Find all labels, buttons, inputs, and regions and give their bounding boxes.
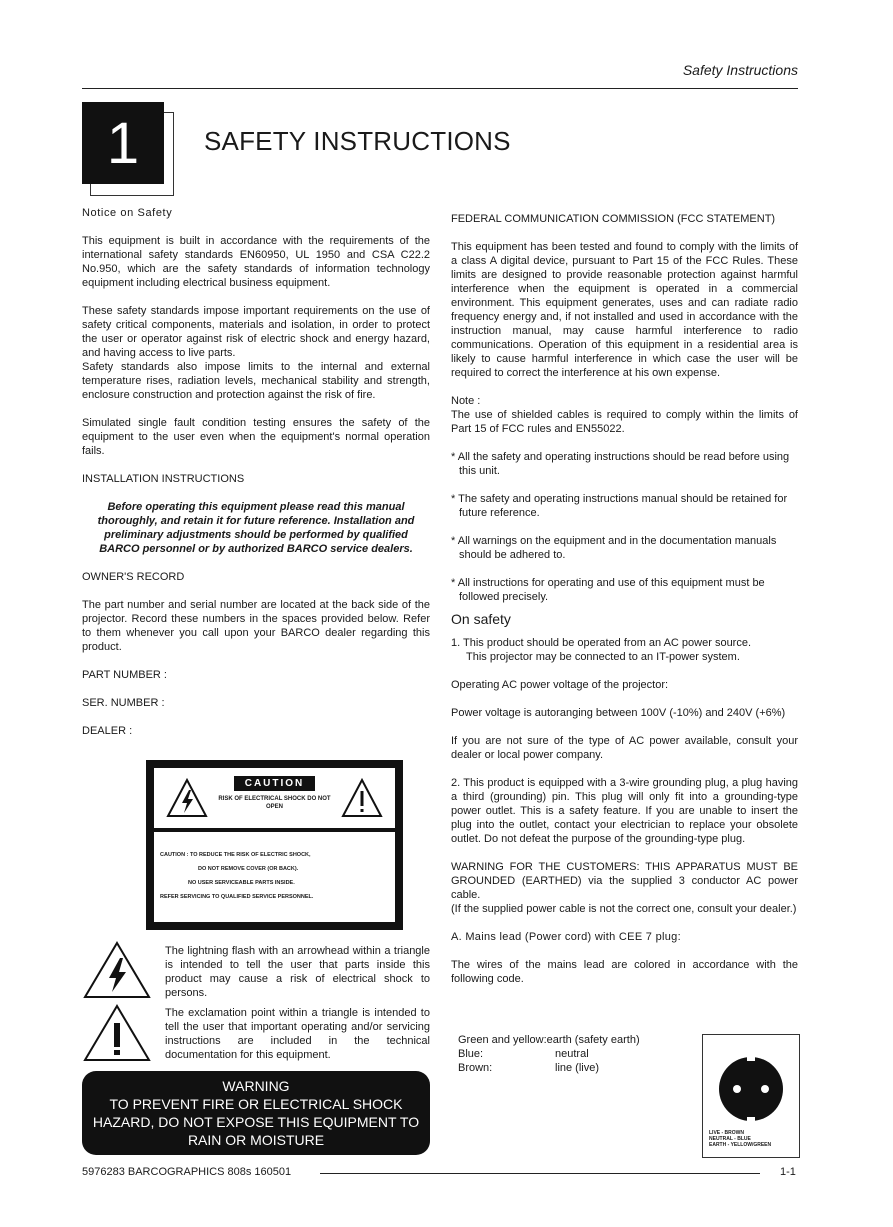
caution-line: REFER SERVICING TO QUALIFIED SERVICE PERSONNEL. [160, 894, 314, 900]
cee7-plug-illustration [702, 1034, 800, 1158]
owners-record-paragraph: The part number and serial number are located at the back side of the projector. Record these numbers in the spaces provided below. Refer to them whenever you call upon your BARCO dealer regarding this product. [82, 599, 430, 653]
wire-meaning: earth (safety earth) [546, 1034, 640, 1046]
header-rule [82, 88, 798, 89]
mains-lead-heading: A. Mains lead (Power cord) with CEE 7 plug: [451, 931, 681, 943]
lightning-warning-icon [166, 778, 208, 818]
chapter-number: 1 [82, 102, 164, 184]
notice-section [82, 206, 430, 738]
moisture-warning-box [82, 1071, 430, 1155]
caution-line: CAUTION : TO REDUCE THE RISK OF ELECTRIC SHOCK, [160, 852, 311, 858]
warning-title: WARNING [222, 1078, 290, 1094]
part-number-label: PART NUMBER : [82, 669, 167, 681]
wire-meaning: neutral [555, 1048, 589, 1060]
plug-caption-line: LIVE - BROWN [709, 1130, 744, 1136]
exclamation-triangle-icon [82, 1003, 152, 1063]
caution-line: DO NOT REMOVE COVER (OR BACK). [198, 866, 299, 872]
item-1-line-a: 1. This product should be operated from an AC power source. [451, 637, 752, 649]
caution-label-top [154, 768, 395, 828]
fcc-section [451, 212, 798, 986]
footer-rule [320, 1173, 760, 1174]
notice-paragraph-4: Simulated single fault condition testing ensures the safety of the equipment to the user even when the equipment's normal operation fails. [82, 417, 430, 457]
wire-color: Brown: [458, 1062, 493, 1074]
lightning-triangle-icon [82, 940, 152, 1000]
fcc-paragraph: This equipment has been tested and found to comply with the limits of a class A digital device, pursuant to Part 15 of the FCC Rules. These limits are designed to provide reasonable protection against harmful interference when the equipment is operated in a commercial environment. This equipment generates, uses and can radiate radio frequency energy and, if not installed and used in accordance with the instruction manual, may cause harmful interference to radio communications. Operation of this equipment in a residential area is likely to cause harmful interference in which case the user will be required to correct the interference at his own expense. [451, 241, 798, 379]
footer-page-number: 1-1 [780, 1166, 796, 1178]
installation-heading: INSTALLATION INSTRUCTIONS [82, 473, 245, 485]
power-cable-note: (If the supplied power cable is not the correct one, consult your dealer.) [451, 903, 797, 915]
wire-meaning: line (live) [555, 1062, 600, 1074]
warning-line: HAZARD, DO NOT EXPOSE THIS EQUIPMENT TO [92, 1114, 420, 1130]
plug-caption [709, 1130, 771, 1148]
safety-bullet: * All warnings on the equipment and in the documentation manuals should be adhered to. [451, 535, 777, 561]
grounding-warning: WARNING FOR THE CUSTOMERS: THIS APPARATUS MUST BE GROUNDED (EARTHED) via the supplied 3 conductor AC power cable. [451, 861, 798, 901]
wire-color: Green and yellow: [458, 1034, 547, 1046]
notice-heading: Notice on Safety [82, 207, 173, 219]
power-voltage-text: Power voltage is autoranging between 100V (-10%) and 240V (+6%) [451, 707, 786, 719]
owners-record-heading: OWNER'S RECORD [82, 571, 185, 583]
plug-caption-line: NEUTRAL - BLUE [709, 1136, 751, 1142]
notice-paragraph-1: This equipment is built in accordance with the requirements of the international safety standards EN60950, UL 1950 and CSA C22.2 No.950, which are the safety standards of information technology equipment including electrical business equipment. [82, 235, 430, 289]
exclamation-explanation: The exclamation point within a triangle is intended to tell the user that important operating and/or servicing instructions are included in the technical documentation for this equipment. [165, 1007, 430, 1061]
mains-lead-paragraph: The wires of the mains lead are colored in accordance with the following code. [451, 959, 798, 985]
note-label: Note : [451, 395, 481, 407]
caution-subtext: RISK OF ELECTRICAL SHOCK DO NOT OPEN [218, 796, 331, 810]
not-sure-text: If you are not sure of the type of AC power available, consult your dealer or local power company. [451, 735, 798, 761]
on-safety-heading: On safety [451, 611, 511, 627]
wire-code-row [458, 1033, 698, 1047]
running-header: Safety Instructions [682, 62, 798, 78]
serial-number-label: SER. NUMBER : [82, 697, 165, 709]
installation-notice: Before operating this equipment please read this manual thoroughly, and retain it for future reference. Installation and preliminary adjustments should be performed by qualified BARCO personnel or by authorized BARCO service dealers. [97, 501, 415, 555]
safety-bullet: * All instructions for operating and use of this equipment must be followed precisely. [451, 577, 765, 603]
wire-code-list [458, 1033, 698, 1075]
caution-word: CAUTION [234, 776, 315, 791]
lightning-explanation: The lightning flash with an arrowhead within a triangle is intended to tell the user that parts inside this product may cause a risk of electrical shock to persons. [165, 945, 430, 999]
caution-instructions [160, 848, 389, 904]
dealer-label: DEALER : [82, 725, 133, 737]
wire-code-row [458, 1047, 698, 1061]
caution-label [146, 760, 403, 930]
notice-paragraph-2: These safety standards impose important requirements on the use of safety critical components, materials and isolation, in order to protect the user or operator against risk of electric shock and energy hazard, and having access to live parts. [82, 305, 430, 359]
fcc-heading: FEDERAL COMMUNICATION COMMISSION (FCC STATEMENT) [451, 213, 776, 225]
footer-doc-id: 5976283 BARCOGRAPHICS 808s 160501 [82, 1166, 292, 1178]
plug-face-icon [711, 1049, 791, 1129]
warning-line: TO PREVENT FIRE OR ELECTRICAL SHOCK [109, 1096, 403, 1112]
caution-line: NO USER SERVICEABLE PARTS INSIDE. [188, 880, 295, 886]
operating-voltage-text: Operating AC power voltage of the projector: [451, 679, 669, 691]
wire-code-row [458, 1061, 698, 1075]
warning-line: RAIN OR MOISTURE [187, 1132, 325, 1148]
item-1-line-b: This projector may be connected to an IT-power system. [466, 651, 740, 663]
note-paragraph: The use of shielded cables is required to comply within the limits of Part 15 of FCC rules and EN55022. [451, 409, 798, 435]
item-2-paragraph: 2. This product is equipped with a 3-wire grounding plug, a plug having a third (grounding) pin. This plug will only fit into a grounding-type power outlet. This is a safety feature. If you are unable to insert the plug into the outlet, contact your electrician to replace your obsolete outlet. Do not defeat the purpose of the grounding-type plug. [451, 777, 798, 845]
wire-color: Blue: [458, 1048, 484, 1060]
chapter-title: SAFETY INSTRUCTIONS [204, 126, 511, 156]
safety-bullet: * All the safety and operating instructions should be read before using this unit. [451, 451, 790, 477]
plug-caption-line: EARTH - YELLOW/GREEN [709, 1142, 772, 1148]
safety-bullet: * The safety and operating instructions manual should be retained for future reference. [451, 493, 788, 519]
caution-label-bottom [154, 832, 395, 922]
notice-paragraph-3: Safety standards also impose limits to the internal and external temperature rises, radiation levels, mechanical stability and strength, enclosure construction and protection against the risk of fire. [82, 361, 430, 401]
exclamation-warning-icon [341, 778, 383, 818]
